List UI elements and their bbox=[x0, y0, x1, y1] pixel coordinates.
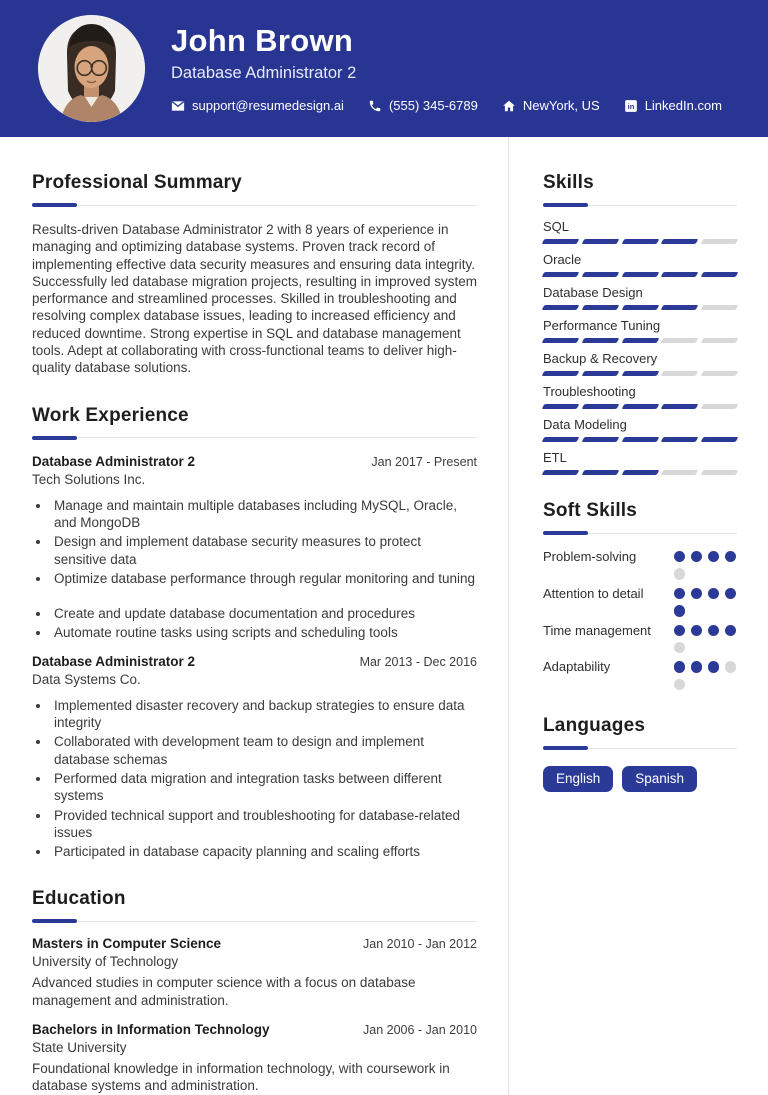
skill-bar-segment bbox=[581, 272, 618, 277]
skill-name: Data Modeling bbox=[543, 417, 627, 432]
section-rule bbox=[543, 531, 737, 535]
skill-bar-segment bbox=[621, 272, 658, 277]
skills-heading: Skills bbox=[543, 172, 594, 193]
skill-bar-segment bbox=[661, 470, 698, 475]
job-head bbox=[32, 654, 477, 669]
soft-skill-row bbox=[543, 585, 737, 617]
soft-skill-dot bbox=[725, 625, 736, 636]
header-text bbox=[171, 24, 722, 113]
section-rule bbox=[543, 746, 737, 750]
soft-skills-section bbox=[543, 500, 737, 690]
soft-skill-dot bbox=[725, 661, 736, 672]
skill-bar-segment bbox=[581, 371, 618, 376]
skill-bar-segment bbox=[542, 437, 579, 442]
skill-bar bbox=[543, 437, 737, 442]
skill-bar-segment bbox=[661, 437, 698, 442]
skill-bar-segment bbox=[661, 305, 698, 310]
job-dates: Jan 2017 - Present bbox=[371, 454, 477, 469]
education-entry bbox=[32, 936, 477, 1009]
skill-item bbox=[543, 450, 737, 475]
soft-skill-dot bbox=[674, 625, 685, 636]
skill-item bbox=[543, 384, 737, 409]
job-bullet: • Provided technical support and troubleshooting for database-related issues bbox=[51, 807, 477, 842]
skill-item bbox=[543, 219, 737, 244]
skill-name: Oracle bbox=[543, 252, 582, 267]
education-dates: Jan 2010 - Jan 2012 bbox=[363, 937, 477, 952]
language-badge: English bbox=[543, 766, 613, 792]
skill-bar-segment bbox=[701, 239, 738, 244]
skill-name: Database Design bbox=[543, 285, 643, 300]
education-school: State University bbox=[32, 1040, 127, 1056]
job-bullet: • Collaborated with development team to design and implement database schemas bbox=[51, 733, 477, 768]
summary-text: Results-driven Database Administrator 2 with 8 years of experience in managing and optimizing database systems. Proven track record of implementing effective data security measures and ensuring data integrity. Successfully led database migration projects, resulting in improved system performance and streamlined processes. Skilled in troubleshooting and resolving complex database issues, leading to increased efficiency and reduced downtime. Strong expertise in SQL and database management tools. Adept at collaborating with cross-functional teams to deliver high-quality database solutions. bbox=[32, 222, 477, 376]
person-job-title: Database Administrator 2 bbox=[171, 64, 357, 83]
email-icon bbox=[171, 99, 185, 113]
soft-skill-dots bbox=[674, 585, 737, 617]
skill-bar-segment bbox=[701, 338, 738, 343]
home-icon bbox=[502, 99, 516, 113]
skill-bar-segment bbox=[542, 371, 579, 376]
contact-email[interactable] bbox=[171, 98, 344, 113]
language-list bbox=[543, 766, 737, 792]
soft-skill-dot bbox=[708, 661, 719, 672]
skill-item bbox=[543, 285, 737, 310]
column-divider bbox=[508, 137, 509, 1095]
skill-bar-segment bbox=[621, 239, 658, 244]
job-company: Tech Solutions Inc. bbox=[32, 471, 146, 487]
contact-home[interactable] bbox=[502, 98, 600, 113]
contact-phone[interactable] bbox=[368, 98, 478, 113]
experience-section bbox=[32, 405, 477, 861]
education-head bbox=[32, 1022, 477, 1037]
contact-row bbox=[171, 98, 722, 113]
languages-heading: Languages bbox=[543, 715, 646, 737]
skill-bar-segment bbox=[581, 437, 618, 442]
soft-skill-name: Time management bbox=[543, 622, 651, 638]
job-bullet: • Design and implement database security measures to protect sensitive data bbox=[51, 533, 477, 568]
job-title: Database Administrator 2 bbox=[32, 653, 196, 669]
soft-skill-dot bbox=[674, 661, 685, 672]
skill-name: SQL bbox=[543, 219, 570, 234]
skill-bar-segment bbox=[542, 470, 579, 475]
skill-bar-segment bbox=[581, 404, 618, 409]
header bbox=[0, 0, 768, 137]
body-columns bbox=[0, 137, 768, 1095]
soft-skill-dots bbox=[674, 658, 737, 690]
experience-heading: Work Experience bbox=[32, 404, 189, 426]
soft-skill-name: Problem-solving bbox=[543, 549, 637, 564]
svg-text:in: in bbox=[627, 101, 635, 111]
job-dates: Mar 2013 - Dec 2016 bbox=[359, 654, 477, 669]
soft-skill-dot bbox=[725, 588, 736, 599]
soft-skill-dot bbox=[691, 625, 702, 636]
skill-list bbox=[543, 219, 737, 475]
soft-skill-dot bbox=[708, 551, 719, 562]
section-rule bbox=[32, 436, 477, 440]
skill-item bbox=[543, 417, 737, 442]
avatar-photo bbox=[38, 15, 145, 122]
soft-skill-name: Attention to detail bbox=[543, 585, 644, 601]
summary-heading: Professional Summary bbox=[32, 172, 242, 193]
soft-skill-dot bbox=[674, 568, 685, 579]
job-company: Data Systems Co. bbox=[32, 671, 141, 687]
skill-bar-segment bbox=[661, 338, 698, 343]
education-heading: Education bbox=[32, 888, 126, 910]
job-bullet: • Optimize database performance through regular monitoring and tuning bbox=[51, 570, 477, 587]
phone-icon bbox=[368, 99, 382, 113]
job-bullet: • Participated in database capacity planning and scaling efforts bbox=[51, 843, 477, 860]
skill-bar-segment bbox=[621, 437, 658, 442]
skill-name: Troubleshooting bbox=[543, 384, 636, 399]
skill-bar-segment bbox=[542, 404, 579, 409]
education-description: Advanced studies in computer science with a focus on database management and administration. bbox=[32, 975, 416, 1008]
skill-bar-segment bbox=[661, 404, 698, 409]
skill-bar bbox=[543, 338, 737, 343]
soft-skill-dot bbox=[708, 588, 719, 599]
skill-bar bbox=[543, 239, 737, 244]
education-description: Foundational knowledge in information technology, with coursework in database systems and administration. bbox=[32, 1061, 450, 1094]
skill-item bbox=[543, 351, 737, 376]
soft-skill-dot bbox=[708, 625, 719, 636]
skill-bar-segment bbox=[542, 305, 579, 310]
skill-bar-segment bbox=[581, 470, 618, 475]
left-column bbox=[32, 137, 477, 1095]
soft-skill-dot bbox=[691, 588, 702, 599]
job-entry bbox=[32, 654, 477, 861]
soft-skill-dot bbox=[674, 642, 685, 653]
soft-skill-dot bbox=[725, 551, 736, 562]
soft-skill-row bbox=[543, 548, 737, 580]
person-name: John Brown bbox=[171, 22, 354, 58]
skill-bar-segment bbox=[661, 239, 698, 244]
soft-skill-row bbox=[543, 622, 737, 654]
skill-bar-segment bbox=[701, 272, 738, 277]
avatar bbox=[38, 15, 145, 122]
contact-text: (555) 345-6789 bbox=[388, 98, 478, 114]
soft-skills-heading: Soft Skills bbox=[543, 500, 638, 521]
skill-bar-segment bbox=[701, 371, 738, 376]
education-degree: Bachelors in Information Technology bbox=[32, 1022, 270, 1038]
job-head bbox=[32, 454, 477, 469]
education-school: University of Technology bbox=[32, 954, 179, 970]
right-column bbox=[543, 137, 737, 1095]
skill-bar bbox=[543, 305, 737, 310]
languages-section bbox=[543, 715, 737, 792]
linkedin-icon bbox=[624, 99, 638, 113]
skill-bar-segment bbox=[661, 272, 698, 277]
education-head bbox=[32, 936, 477, 951]
job-bullet: • Create and update database documentation and procedures bbox=[51, 605, 477, 622]
skills-section bbox=[543, 172, 737, 475]
contact-text: LinkedIn.com bbox=[644, 98, 723, 114]
skill-bar-segment bbox=[581, 338, 618, 343]
skill-bar-segment bbox=[621, 470, 658, 475]
soft-skill-dot bbox=[691, 551, 702, 562]
soft-skill-dot bbox=[674, 588, 685, 599]
job-bullet: • Performed data migration and integration tasks between different systems bbox=[51, 770, 477, 805]
soft-skill-list bbox=[543, 548, 737, 690]
skill-bar-segment bbox=[621, 305, 658, 310]
soft-skill-row bbox=[543, 658, 737, 690]
summary-section bbox=[32, 172, 477, 377]
section-rule bbox=[543, 203, 737, 207]
skill-bar-segment bbox=[701, 437, 738, 442]
soft-skill-dot bbox=[691, 661, 702, 672]
soft-skill-name: Adaptability bbox=[543, 659, 611, 675]
soft-skill-dot bbox=[674, 551, 685, 562]
skill-bar bbox=[543, 371, 737, 376]
skill-bar bbox=[543, 272, 737, 277]
job-title: Database Administrator 2 bbox=[32, 453, 196, 469]
contact-text: NewYork, US bbox=[522, 98, 600, 114]
skill-bar-segment bbox=[621, 338, 658, 343]
contact-linkedin[interactable] bbox=[624, 98, 722, 113]
skill-item bbox=[543, 318, 737, 343]
skill-bar-segment bbox=[701, 404, 738, 409]
soft-skill-dots bbox=[674, 548, 737, 580]
section-rule bbox=[32, 203, 477, 207]
skill-bar-segment bbox=[542, 272, 579, 277]
education-entry bbox=[32, 1022, 477, 1095]
education-list bbox=[32, 936, 477, 1094]
skill-item bbox=[543, 252, 737, 277]
job-bullet: • Implemented disaster recovery and backup strategies to ensure data integrity bbox=[51, 697, 477, 732]
soft-skill-dot bbox=[674, 679, 685, 690]
skill-name: Backup & Recovery bbox=[543, 351, 658, 366]
skill-bar-segment bbox=[661, 371, 698, 376]
skill-bar-segment bbox=[581, 239, 618, 244]
skill-bar-segment bbox=[621, 404, 658, 409]
skill-name: ETL bbox=[543, 450, 567, 465]
job-entry bbox=[32, 454, 477, 642]
job-bullets bbox=[51, 697, 477, 861]
job-bullet: • Manage and maintain multiple databases including MySQL, Oracle, and MongoDB bbox=[51, 497, 477, 532]
job-bullet: • Automate routine tasks using scripts and scheduling tools bbox=[51, 624, 477, 641]
skill-bar-segment bbox=[701, 470, 738, 475]
skill-name: Performance Tuning bbox=[543, 318, 661, 333]
education-dates: Jan 2006 - Jan 2010 bbox=[363, 1023, 477, 1038]
skill-bar bbox=[543, 470, 737, 475]
skill-bar-segment bbox=[701, 305, 738, 310]
language-badge: Spanish bbox=[622, 766, 697, 792]
skill-bar-segment bbox=[542, 338, 579, 343]
education-section bbox=[32, 888, 477, 1094]
soft-skill-dot bbox=[674, 605, 685, 616]
soft-skill-dots bbox=[674, 622, 737, 654]
contact-text: support@resumedesign.ai bbox=[192, 98, 344, 114]
skill-bar bbox=[543, 404, 737, 409]
job-list bbox=[32, 454, 477, 861]
education-degree: Masters in Computer Science bbox=[32, 936, 222, 952]
section-rule bbox=[32, 919, 477, 923]
skill-bar-segment bbox=[581, 305, 618, 310]
skill-bar-segment bbox=[621, 371, 658, 376]
job-bullets bbox=[51, 497, 477, 642]
skill-bar-segment bbox=[542, 239, 579, 244]
